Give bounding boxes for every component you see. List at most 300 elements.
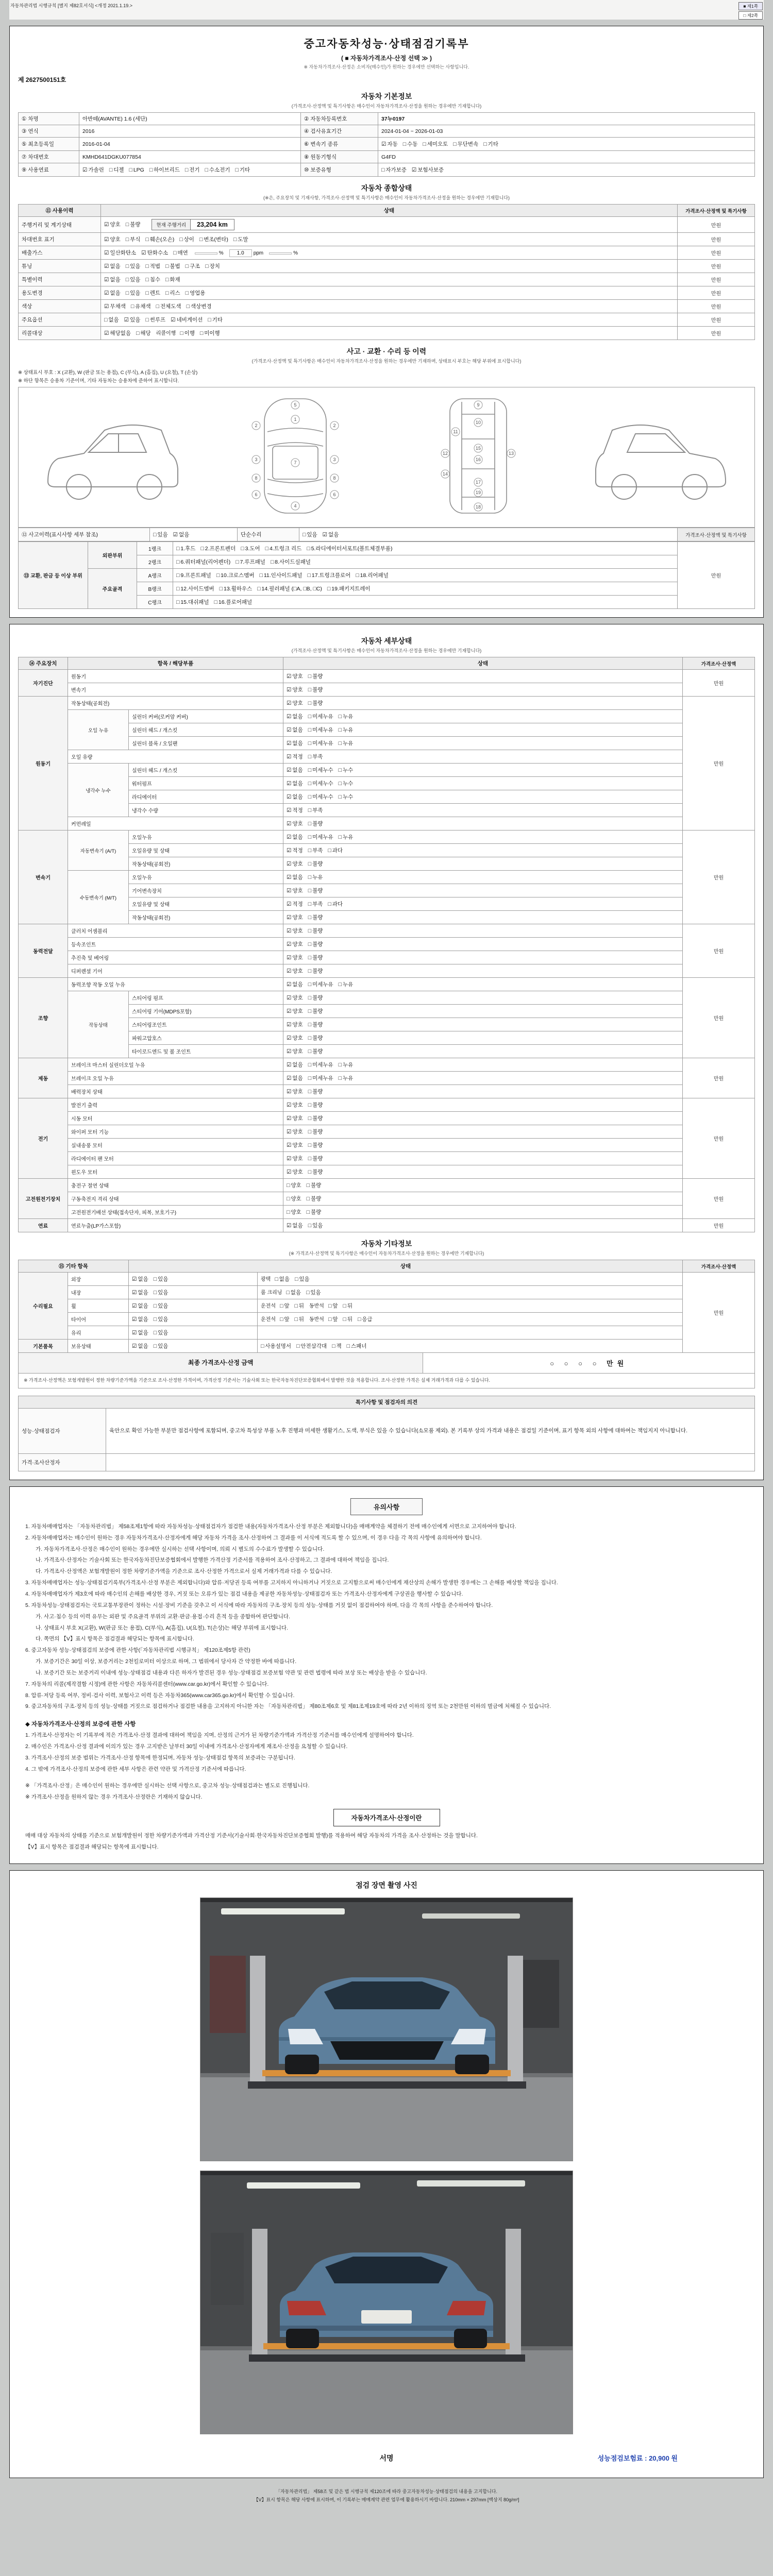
state-cell — [129, 1313, 258, 1326]
checkbox-option[interactable] — [308, 753, 323, 760]
checkbox-option[interactable] — [145, 276, 160, 283]
checkbox-option[interactable] — [308, 1114, 323, 1122]
extra-cell — [258, 1299, 683, 1313]
checkbox-option[interactable] — [205, 166, 230, 174]
checkbox-option[interactable] — [287, 1168, 303, 1176]
checkbox-option[interactable] — [287, 753, 303, 760]
state-cell — [283, 857, 683, 871]
checkbox-option[interactable] — [308, 686, 323, 693]
checkbox-option[interactable] — [308, 873, 323, 881]
checkbox-option[interactable] — [287, 860, 303, 868]
checkbox-option[interactable] — [187, 302, 212, 310]
option-label: 없음 — [138, 1290, 148, 1296]
checkbox-option[interactable] — [104, 235, 121, 243]
checkbox-option[interactable] — [104, 262, 121, 270]
checkbox-option[interactable] — [308, 806, 323, 814]
checkbox-option[interactable] — [287, 1155, 303, 1162]
empty-checkbox-icon: □ — [214, 599, 217, 605]
checkbox-option[interactable] — [186, 289, 206, 297]
checkbox-option[interactable] — [165, 289, 180, 297]
checkbox-option[interactable] — [339, 713, 354, 720]
checkbox-option[interactable] — [154, 1289, 169, 1296]
checked-checkbox-icon: ☑ — [124, 317, 129, 323]
checkbox-option[interactable] — [356, 571, 389, 579]
checkbox-option[interactable] — [261, 1342, 291, 1350]
state-cell — [283, 951, 683, 964]
checkbox-option[interactable] — [186, 262, 200, 270]
checkbox-option[interactable] — [423, 140, 448, 148]
svg-text:12: 12 — [442, 451, 448, 456]
checkbox-option[interactable] — [287, 994, 303, 1002]
checked-checkbox-icon: ☑ — [287, 1062, 292, 1068]
checkbox-option[interactable] — [343, 1302, 352, 1310]
checkbox-option[interactable] — [294, 1315, 304, 1323]
checkbox-option[interactable] — [381, 140, 398, 148]
photos-section-title: 점검 장면 촬영 사진 — [356, 1881, 417, 1890]
footer-line-1: 「자동차관리법」 제58조 및 같은 법 시행규칙 제120조에 따라 중고자동차성능·상태점검의 내용을 고지합니다. — [276, 2489, 497, 2495]
option-label: 불량 — [312, 673, 323, 680]
checkbox-option[interactable] — [287, 833, 303, 841]
checkbox-option[interactable] — [287, 1007, 303, 1015]
checkbox-option[interactable] — [205, 262, 220, 270]
checkbox-option[interactable] — [296, 1342, 327, 1350]
pricebox-pre-line: ※ 가격조사·산정을 원하지 않는 경우 가격조사·산정란은 기재하지 않습니다. — [25, 1793, 203, 1800]
checkbox-option[interactable] — [176, 585, 214, 592]
option-label: 세미오토 — [427, 141, 448, 147]
checkbox-option[interactable] — [403, 140, 418, 148]
checkbox-option[interactable] — [323, 531, 339, 538]
notice-title: 유의사항 — [350, 1498, 423, 1515]
checkbox-option[interactable] — [131, 302, 151, 310]
checkbox-option[interactable] — [287, 699, 303, 707]
option-label: 상이 — [183, 236, 194, 243]
checkbox-option[interactable] — [287, 927, 303, 935]
checkbox-option[interactable] — [381, 166, 407, 174]
checkbox-option[interactable] — [328, 846, 343, 854]
checkbox-option[interactable] — [339, 739, 354, 747]
state-cell — [283, 1072, 683, 1085]
empty-checkbox-icon: □ — [308, 1075, 312, 1081]
checkbox-option[interactable] — [308, 699, 323, 707]
option-label: 유채색 — [135, 303, 151, 310]
etc-row — [19, 1299, 755, 1313]
empty-checkbox-icon: □ — [265, 546, 268, 552]
empty-checkbox-icon: □ — [308, 1089, 312, 1095]
field-label-warranty-type: ⑩ 보증유형 — [301, 163, 378, 177]
checkbox-option[interactable] — [126, 289, 141, 297]
checkbox-option[interactable] — [287, 1047, 303, 1055]
checkbox-option[interactable] — [308, 739, 333, 747]
checkbox-option[interactable] — [145, 316, 165, 324]
checkbox-option[interactable] — [176, 545, 195, 552]
checkbox-option[interactable] — [308, 887, 323, 894]
checkbox-option[interactable] — [154, 1275, 169, 1283]
checkbox-option[interactable] — [287, 1074, 303, 1082]
checkbox-option[interactable] — [287, 793, 303, 801]
checkbox-option[interactable] — [126, 235, 141, 243]
checkbox-option[interactable] — [132, 1275, 148, 1283]
option-label: 없음 — [290, 1290, 301, 1296]
option-label: 불량 — [312, 955, 323, 961]
checkbox-option[interactable] — [308, 967, 323, 975]
checkbox-option[interactable] — [327, 585, 371, 592]
overall-row — [19, 273, 755, 286]
checkbox-option[interactable] — [257, 585, 322, 592]
option-label: LPG — [133, 167, 144, 173]
checkbox-option[interactable] — [176, 598, 209, 606]
price-cell: 만원 — [678, 286, 755, 300]
checkbox-option[interactable] — [287, 1181, 301, 1189]
checkbox-option[interactable] — [287, 940, 303, 948]
checkbox-option[interactable] — [104, 302, 126, 310]
system-label: 제동 — [19, 1058, 68, 1098]
checkbox-option[interactable] — [280, 1315, 290, 1323]
checkbox-option[interactable] — [104, 289, 121, 297]
checkbox-option[interactable] — [307, 1208, 322, 1216]
detail-row — [19, 964, 755, 978]
checkbox-option[interactable] — [154, 1302, 169, 1310]
checked-checkbox-icon: ☑ — [287, 1115, 292, 1122]
checkbox-option[interactable] — [287, 1195, 301, 1202]
state-cell — [283, 1018, 683, 1031]
option-label: 있음 — [158, 1276, 169, 1282]
checkbox-option[interactable] — [308, 1141, 323, 1149]
checkbox-option[interactable] — [308, 940, 323, 948]
checkbox-option[interactable] — [308, 1222, 323, 1229]
item-label: 오일유량 및 상태 — [129, 897, 283, 911]
checkbox-option[interactable] — [453, 140, 478, 148]
checkbox-option[interactable] — [308, 994, 323, 1002]
checkbox-option[interactable] — [308, 1074, 333, 1082]
etc-section-note: (※ 가격조사·산정액 및 특기사항은 매수인이 자동차가격조사·산정을 원하는 경우에만 기재합니다) — [289, 1251, 484, 1256]
empty-checkbox-icon: □ — [308, 1223, 312, 1229]
checkbox-option[interactable] — [287, 713, 303, 720]
checkbox-option[interactable] — [200, 545, 236, 552]
checkbox-option[interactable] — [295, 1275, 310, 1283]
checkbox-option[interactable] — [129, 167, 144, 173]
checkbox-option[interactable] — [132, 1302, 148, 1310]
option-label: 10.크로스멤버 — [221, 572, 255, 579]
checkbox-option[interactable] — [145, 289, 160, 297]
item-label: 냉각수 수량 — [129, 804, 283, 817]
detail-state-table — [18, 657, 755, 1232]
option-label: 불량 — [312, 1008, 323, 1014]
checkbox-option[interactable] — [287, 806, 303, 814]
checkbox-option[interactable] — [308, 713, 333, 720]
option-label: 앞 — [284, 1303, 290, 1309]
checkbox-option[interactable] — [173, 249, 188, 257]
state-cell — [283, 1125, 683, 1139]
empty-checkbox-icon: □ — [308, 687, 312, 693]
svg-text:10: 10 — [475, 420, 481, 425]
checkbox-option[interactable] — [306, 1289, 321, 1296]
checkbox-option[interactable] — [286, 1289, 301, 1296]
empty-checkbox-icon: □ — [306, 1290, 310, 1296]
checkbox-option[interactable] — [287, 1061, 303, 1069]
price-cell: 만원 — [683, 978, 755, 1058]
checkbox-option[interactable] — [339, 1061, 354, 1069]
page-tab-2[interactable]: □ 제2쪽 — [738, 11, 763, 20]
checkbox-option[interactable] — [308, 1155, 323, 1162]
checkbox-option[interactable] — [287, 846, 303, 854]
checkbox-option[interactable] — [308, 571, 351, 579]
option-label: 있음 — [307, 532, 317, 538]
option-label: 도말 — [238, 236, 248, 243]
state-cell — [283, 964, 683, 978]
checkbox-option[interactable] — [165, 276, 180, 283]
checkbox-option[interactable] — [308, 860, 323, 868]
checkbox-option[interactable] — [308, 833, 333, 841]
checkbox-option[interactable] — [287, 779, 303, 787]
option-label: 17.트렁크플로어 — [311, 572, 351, 579]
checkbox-option[interactable] — [347, 1342, 367, 1350]
item-label: 시동 모터 — [68, 1112, 283, 1125]
etc-row — [19, 1286, 755, 1299]
checkbox-option[interactable] — [154, 1315, 169, 1323]
empty-checkbox-icon: □ — [308, 995, 312, 1001]
checkbox-option[interactable] — [199, 235, 228, 243]
checked-checkbox-icon: ☑ — [287, 928, 292, 934]
checkbox-option[interactable] — [339, 980, 354, 988]
checkbox-option[interactable] — [308, 1128, 323, 1136]
item-label: 오일누유 — [129, 871, 283, 884]
option-label: 불량 — [312, 1169, 323, 1175]
option-label: 없음 — [292, 781, 303, 787]
checkbox-option[interactable] — [136, 329, 151, 337]
checkbox-option[interactable] — [307, 1181, 322, 1189]
checkbox-option[interactable] — [328, 1302, 338, 1310]
checkbox-option[interactable] — [294, 1302, 304, 1310]
simple-repair-state — [299, 528, 678, 541]
checkbox-option[interactable] — [343, 1315, 352, 1323]
option-label: 양호 — [292, 1169, 303, 1175]
checkbox-option[interactable] — [124, 316, 141, 324]
checkbox-option[interactable] — [132, 1315, 148, 1323]
checkbox-option[interactable] — [156, 302, 181, 310]
checkbox-option[interactable] — [308, 900, 323, 908]
checkbox-option[interactable] — [287, 1222, 303, 1229]
option-label: 부족 — [312, 807, 323, 814]
field-value-fuel — [79, 163, 301, 177]
checkbox-option[interactable] — [176, 571, 211, 579]
etc-group-label: 수리필요 — [19, 1273, 68, 1340]
empty-checkbox-icon: □ — [109, 167, 113, 173]
checkbox-option[interactable] — [308, 672, 323, 680]
empty-checkbox-icon: □ — [233, 236, 237, 243]
checkbox-option[interactable] — [179, 235, 194, 243]
checkbox-option[interactable] — [358, 1315, 373, 1323]
opinion-row — [19, 1408, 755, 1453]
checkbox-option[interactable] — [308, 1088, 323, 1095]
checkbox-option[interactable] — [287, 954, 303, 961]
checkbox-option[interactable] — [307, 545, 392, 552]
checkbox-option[interactable] — [185, 166, 200, 174]
checkbox-option[interactable] — [109, 166, 124, 174]
checkbox-option[interactable] — [104, 249, 136, 257]
checkbox-option[interactable] — [308, 846, 323, 854]
checkbox-option[interactable] — [145, 235, 174, 243]
checkbox-option[interactable] — [287, 1101, 303, 1109]
checkbox-option[interactable] — [216, 571, 255, 579]
checkbox-option[interactable] — [287, 820, 303, 827]
checkbox-option[interactable] — [287, 1088, 303, 1095]
checkbox-option[interactable] — [308, 1101, 323, 1109]
checkbox-option[interactable] — [176, 558, 230, 566]
checkbox-option[interactable] — [328, 1315, 338, 1323]
checkbox-option[interactable] — [308, 1061, 333, 1069]
checked-checkbox-icon: ☑ — [171, 317, 176, 323]
checkbox-option[interactable] — [287, 873, 303, 881]
checkbox-option[interactable] — [332, 1342, 342, 1350]
checkbox-option[interactable] — [200, 329, 220, 337]
checkbox-option[interactable] — [165, 262, 180, 270]
checkbox-option[interactable] — [141, 249, 168, 257]
checkbox-option[interactable] — [275, 1275, 290, 1283]
checkbox-option[interactable] — [308, 726, 333, 734]
checkbox-option[interactable] — [308, 954, 323, 961]
checkbox-option[interactable] — [412, 166, 444, 174]
checkbox-option[interactable] — [328, 900, 343, 908]
checkbox-option[interactable] — [287, 967, 303, 975]
checkbox-option[interactable] — [149, 166, 180, 174]
subgroup-label: 작동상태 — [68, 991, 129, 1058]
checkbox-option[interactable] — [287, 1208, 301, 1216]
checkbox-option[interactable] — [126, 276, 141, 283]
checkbox-option[interactable] — [126, 262, 141, 270]
empty-checkbox-icon: □ — [125, 236, 129, 243]
state-cell — [283, 871, 683, 884]
item-label: 외장 — [68, 1273, 129, 1286]
checkbox-option[interactable] — [308, 820, 323, 827]
checkbox-option[interactable] — [180, 329, 195, 337]
checkbox-option[interactable] — [287, 1114, 303, 1122]
car-diagram-rear — [584, 392, 738, 523]
checkbox-option[interactable] — [82, 166, 104, 174]
checkbox-option[interactable] — [287, 913, 303, 921]
checked-checkbox-icon: ☑ — [287, 995, 292, 1001]
checkbox-option[interactable] — [259, 571, 302, 579]
accident-history-state — [150, 528, 238, 541]
checkbox-option[interactable] — [233, 235, 248, 243]
checkbox-option[interactable] — [145, 262, 160, 270]
checkbox-option[interactable] — [308, 913, 323, 921]
checkbox-option[interactable] — [173, 531, 190, 538]
checkbox-option[interactable] — [308, 980, 333, 988]
page-tab-1[interactable]: ■ 제1쪽 — [738, 2, 763, 10]
option-label: 양호 — [292, 673, 303, 680]
checkbox-option[interactable] — [132, 1289, 148, 1296]
state-cell — [283, 777, 683, 790]
empty-checkbox-icon: □ — [125, 263, 129, 269]
checkbox-option[interactable] — [339, 766, 354, 774]
checkbox-option[interactable] — [104, 276, 121, 283]
checkbox-option[interactable] — [287, 1034, 303, 1042]
checkbox-option[interactable] — [339, 793, 354, 801]
checkbox-option[interactable] — [104, 221, 121, 228]
checkbox-option[interactable] — [171, 316, 203, 324]
option-label: 양호 — [292, 955, 303, 961]
checkbox-option[interactable] — [287, 900, 303, 908]
checkbox-option[interactable] — [308, 1168, 323, 1176]
checkbox-option[interactable] — [287, 672, 303, 680]
checkbox-option[interactable] — [308, 1047, 323, 1055]
option-label: 이행 — [184, 330, 195, 336]
checkbox-option[interactable] — [126, 221, 141, 228]
checkbox-option[interactable] — [241, 545, 260, 552]
checkbox-option[interactable] — [280, 1302, 290, 1310]
checkbox-option[interactable] — [339, 1074, 354, 1082]
checkbox-option[interactable] — [308, 927, 323, 935]
option-label: 부족 — [312, 848, 323, 854]
checkbox-option[interactable] — [154, 1329, 169, 1336]
checkbox-option[interactable] — [236, 558, 265, 566]
checkbox-option[interactable] — [287, 686, 303, 693]
empty-checkbox-icon: □ — [306, 1209, 310, 1215]
checkbox-option[interactable] — [308, 766, 333, 774]
checkbox-option[interactable] — [265, 545, 302, 552]
checkbox-option[interactable] — [308, 1021, 323, 1028]
checkbox-option[interactable] — [287, 1128, 303, 1136]
empty-checkbox-icon: □ — [130, 303, 135, 310]
document-number: 제 2627500151호 — [18, 76, 66, 83]
checkbox-option[interactable] — [132, 1342, 148, 1350]
checkbox-option[interactable] — [308, 779, 333, 787]
checkbox-option[interactable] — [483, 140, 498, 148]
checkbox-option[interactable] — [214, 598, 253, 606]
item-label: 추진축 및 베어링 — [68, 951, 283, 964]
state-cell — [283, 683, 683, 697]
checkbox-option[interactable] — [339, 833, 354, 841]
empty-checkbox-icon: □ — [308, 821, 312, 827]
checkbox-option[interactable] — [287, 1141, 303, 1149]
checkbox-option[interactable] — [308, 1007, 323, 1015]
checkbox-option[interactable] — [271, 558, 311, 566]
checkbox-option[interactable] — [308, 1034, 323, 1042]
state-cell — [283, 1165, 683, 1179]
checkbox-option[interactable] — [154, 1342, 169, 1350]
checkbox-option[interactable] — [220, 585, 253, 592]
checkbox-option[interactable] — [339, 726, 354, 734]
option-label: 해당 — [140, 330, 151, 336]
checkbox-option[interactable] — [287, 766, 303, 774]
checkbox-option[interactable] — [287, 739, 303, 747]
checkbox-option[interactable] — [307, 1195, 322, 1202]
checkbox-option[interactable] — [287, 980, 303, 988]
checkbox-option[interactable] — [235, 166, 250, 174]
checkbox-option[interactable] — [287, 887, 303, 894]
checkbox-option[interactable] — [287, 1021, 303, 1028]
checkbox-option[interactable] — [208, 316, 223, 324]
notice-line: 8. 압류·저당 등록 여부, 정비·검사 이력, 보험사고 이력 등은 자동차365(www.car365.go.kr)에서 확인할 수 있습니다. — [25, 1692, 295, 1699]
option-label: 무단변속 — [457, 141, 479, 147]
checkbox-option[interactable] — [287, 726, 303, 734]
checkbox-option[interactable] — [104, 316, 119, 324]
empty-checkbox-icon: □ — [308, 1129, 312, 1135]
checkbox-option[interactable] — [308, 793, 333, 801]
overall-state-cell — [101, 233, 678, 246]
checkbox-option[interactable] — [339, 779, 354, 787]
option-label: 없음 — [110, 263, 121, 269]
detail-row — [19, 1072, 755, 1085]
checkbox-option[interactable] — [153, 531, 168, 538]
notice-line: 3. 자동차매매업자는 성능·상태점검기록부(가격조사·산정 부분은 제외합니다)와 압류·저당권 등록 여부를 고지하지 아니하거나 거짓으로 고지함으로써 매수인에게 재산상의 손해가 발생한 경우에는 그 손해를 배상할 책임을 집니다. — [25, 1580, 558, 1586]
checkbox-option[interactable] — [303, 531, 317, 538]
empty-checkbox-icon: □ — [308, 888, 312, 894]
option-label: 누수 — [342, 794, 354, 800]
detail-row — [19, 1219, 755, 1232]
checkbox-option[interactable] — [132, 1329, 148, 1336]
checkbox-option[interactable] — [104, 329, 131, 337]
